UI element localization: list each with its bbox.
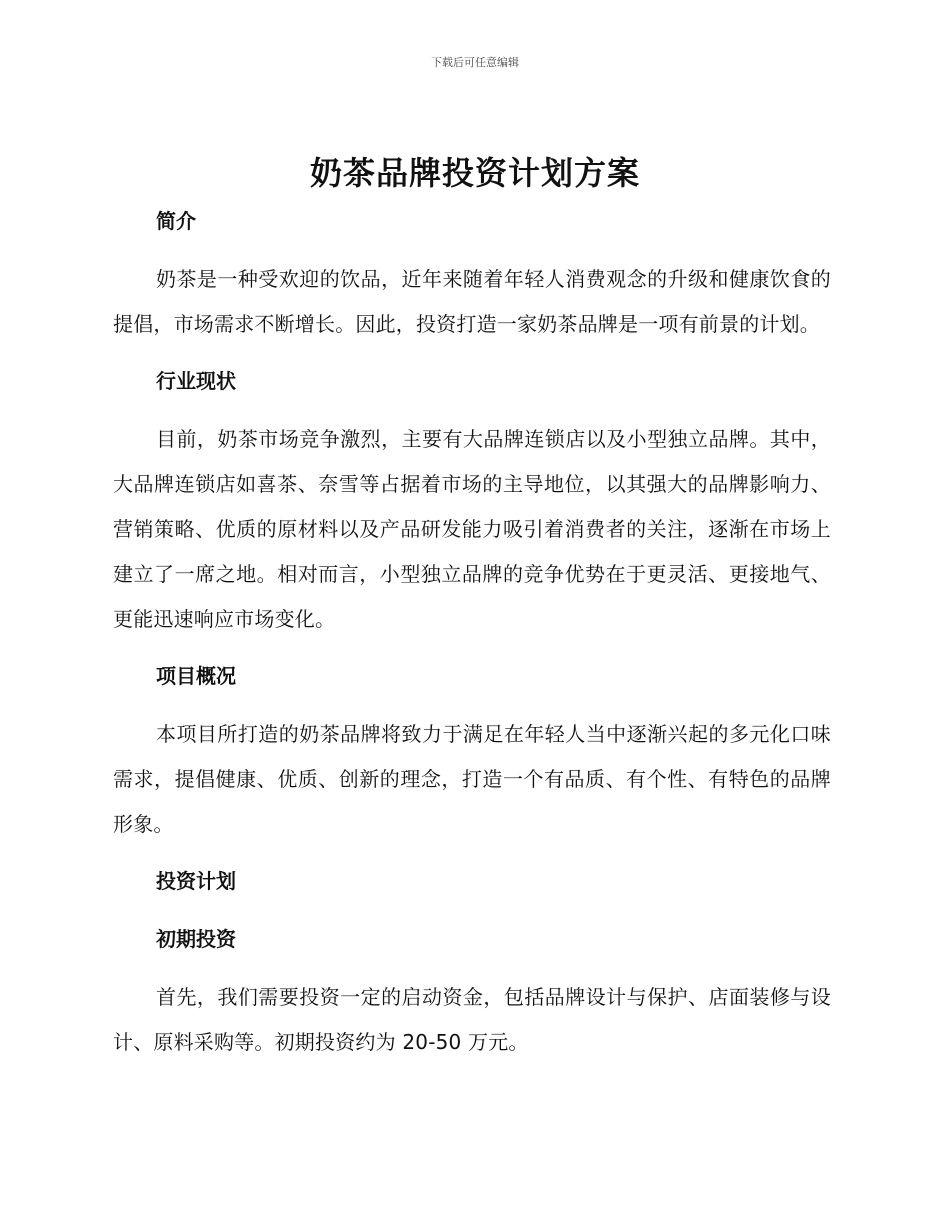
- section-heading-intro: 简介: [156, 209, 196, 233]
- section-heading-industry: 行业现状: [156, 369, 236, 393]
- section-heading-investment: 投资计划: [156, 869, 236, 893]
- section-heading-project: 项目概况: [156, 664, 236, 688]
- document-title: 奶茶品牌投资计划方案: [309, 154, 640, 192]
- document-body: [113, 203, 831, 1065]
- section-text-industry: 目前，奶茶市场竞争激烈，主要有大品牌连锁店以及小型独立品牌。其中，大品牌连锁店如喜茶、奈雪等占据着市场的主导地位，以其强大的品牌影响力、营销策略、优质的原材料以及产品研发能力吸引着消费者的关注，逐渐在市场上建立了一席之地。相对而言，小型独立品牌的竞争优势在于更灵活、更接地气、更能迅速响应市场变化。: [113, 427, 831, 631]
- section-text-project: 本项目所打造的奶茶品牌将致力于满足在年轻人当中逐渐兴起的多元化口味需求，提倡健康、优质、创新的理念，打造一个有品质、有个性、有特色的品牌形象。: [113, 722, 831, 836]
- header-note: 下载后可任意编辑: [431, 56, 519, 69]
- section-heading-initial: 初期投资: [156, 927, 236, 951]
- section-text-initial: 首先，我们需要投资一定的启动资金，包括品牌设计与保护、店面装修与设计、原料采购等。初期投资约为 20-50 万元。: [113, 985, 831, 1054]
- section-text-intro: 奶茶是一种受欢迎的饮品，近年来随着年轻人消费观念的升级和健康饮食的提倡，市场需求不断增长。因此，投资打造一家奶茶品牌是一项有前景的计划。: [113, 267, 831, 336]
